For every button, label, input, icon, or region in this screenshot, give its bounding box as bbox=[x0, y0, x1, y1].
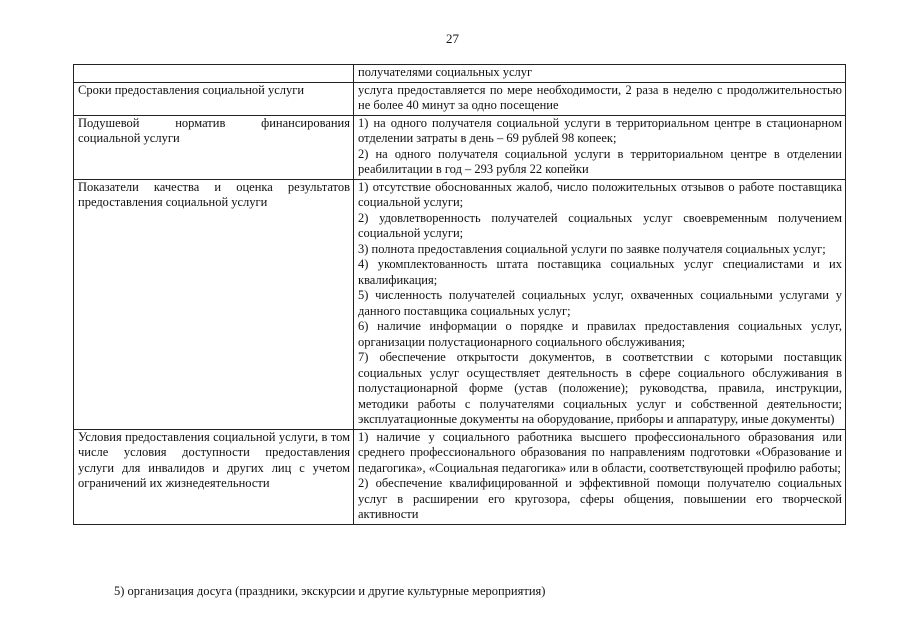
row-label: Сроки предоставления социальной услуги bbox=[74, 82, 354, 115]
table-row bbox=[74, 65, 846, 83]
table-row bbox=[74, 179, 846, 429]
list-item: 2) на одного получателя социальной услуги в территориальном центре в отделении реабилитации в год – 293 рубля 22 копейки bbox=[358, 146, 842, 176]
list-item: 1) на одного получателя социальной услуги в территориальном центре в стационарном отделении затраты в день – 69 рублей 98 копеек; bbox=[358, 115, 842, 145]
row-label: Показатели качества и оценка результатов предоставления социальной услуги bbox=[74, 179, 354, 429]
list-item: 2) удовлетворенность получателей социальных услуг своевременным получением социальной услуги; bbox=[358, 210, 842, 240]
list-item: 3) полнота предоставления социальной услуги по заявке получателя социальных услуг; bbox=[358, 241, 826, 256]
row-label bbox=[74, 65, 354, 83]
table-row bbox=[74, 82, 846, 115]
list-item: услуга предоставляется по мере необходимости, 2 раза в неделю с продолжительностью не более 40 минут за одно посещение bbox=[358, 82, 842, 112]
list-item: 5) численность получателей социальных услуг, охваченных социальными услугами у данного поставщика социальных услуг; bbox=[358, 288, 842, 318]
row-content bbox=[354, 65, 846, 83]
list-item: получателями социальных услуг bbox=[358, 65, 533, 79]
list-item: 1) отсутствие обоснованных жалоб, число положительных отзывов о работе поставщика социальной услуги; bbox=[358, 179, 842, 209]
row-content bbox=[354, 115, 846, 179]
row-content bbox=[354, 429, 846, 524]
list-item: 6) наличие информации о порядке и правилах предоставления социальных услуг, организации полустационарного социального обслуживания; bbox=[358, 319, 842, 349]
row-label: Подушевой норматив финансирования социальной услуги bbox=[74, 115, 354, 179]
row-content bbox=[354, 82, 846, 115]
footer-text: 5) организация досуга (праздники, экскурсии и другие культурные мероприятия) bbox=[114, 584, 546, 598]
list-item: 4) укомплектованность штата поставщика социальных услуг специалистами и их квалификация; bbox=[358, 257, 842, 287]
row-content bbox=[354, 179, 846, 429]
list-item: 2) обеспечение квалифицированной и эффективной помощи получателю социальных услуг в расширении его кругозора, сферы общения, повышении его творческой активности bbox=[358, 476, 842, 521]
table-row bbox=[74, 429, 846, 524]
table-row bbox=[74, 115, 846, 179]
list-item: 7) обеспечение открытости документов, в соответствии с которыми поставщик социальных услуг осуществляет деятельность в сфере социального обслуживания в полустационарной форме (устав (положение); руководства, правила, инструкции, методики работы с получателями социальных услуг и собственной деятельности; эксплуатационные документы на оборудование, приборы и аппаратуру, иные документы) bbox=[358, 350, 842, 426]
page-number: 27 bbox=[446, 31, 459, 46]
row-label: Условия предоставления социальной услуги, в том числе условия доступности предоставления услуги для инвалидов и других лиц с учетом ограничений их жизнедеятельности bbox=[74, 429, 354, 524]
service-standard-table bbox=[73, 64, 846, 525]
list-item: 1) наличие у социального работника высшего профессионального образования или среднего профессионального образования по направлениям подготовки «Образование и педагогика», «Социальная педагогика» или в области, соответствующей профилю работы; bbox=[358, 429, 842, 475]
